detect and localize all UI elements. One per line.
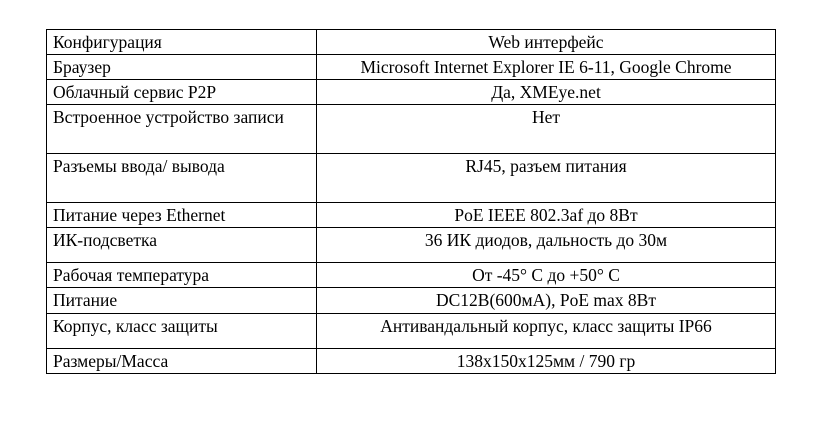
row-label: ИК-подсветка <box>47 228 317 263</box>
row-label: Корпус, класс защиты <box>47 314 317 349</box>
table-row <box>47 30 776 55</box>
row-label: Браузер <box>47 55 317 80</box>
table-row <box>47 80 776 105</box>
row-value: Нет <box>317 105 776 154</box>
row-label: Конфигурация <box>47 30 317 55</box>
table-row <box>47 263 776 288</box>
table-row <box>47 349 776 374</box>
table-row <box>47 228 776 263</box>
table-row <box>47 105 776 154</box>
row-value: 138x150x125мм / 790 гр <box>317 349 776 374</box>
row-label: Встроенное устройство записи <box>47 105 317 154</box>
row-value: Да, XMEye.net <box>317 80 776 105</box>
row-label: Разъемы ввода/ вывода <box>47 154 317 203</box>
row-value: Microsoft Internet Explorer IE 6-11, Google Chrome <box>317 55 776 80</box>
row-label: Питание через Ethernet <box>47 203 317 228</box>
row-value: RJ45, разъем питания <box>317 154 776 203</box>
row-label: Питание <box>47 288 317 314</box>
table-row <box>47 314 776 349</box>
row-label: Рабочая температура <box>47 263 317 288</box>
table-row <box>47 288 776 314</box>
row-label: Облачный сервис P2P <box>47 80 317 105</box>
spec-table <box>46 29 776 374</box>
row-value: Web интерфейс <box>317 30 776 55</box>
row-value: PoE IEEE 802.3af до 8Вт <box>317 203 776 228</box>
table-row <box>47 55 776 80</box>
table-row <box>47 203 776 228</box>
row-label: Размеры/Масса <box>47 349 317 374</box>
table-row <box>47 154 776 203</box>
row-value: 36 ИК диодов, дальность до 30м <box>317 228 776 263</box>
row-value: DC12В(600мА), PoE max 8Вт <box>317 288 776 314</box>
row-value: Антивандальный корпус, класс защиты IP66 <box>317 314 776 349</box>
row-value: От -45° С до +50° С <box>317 263 776 288</box>
